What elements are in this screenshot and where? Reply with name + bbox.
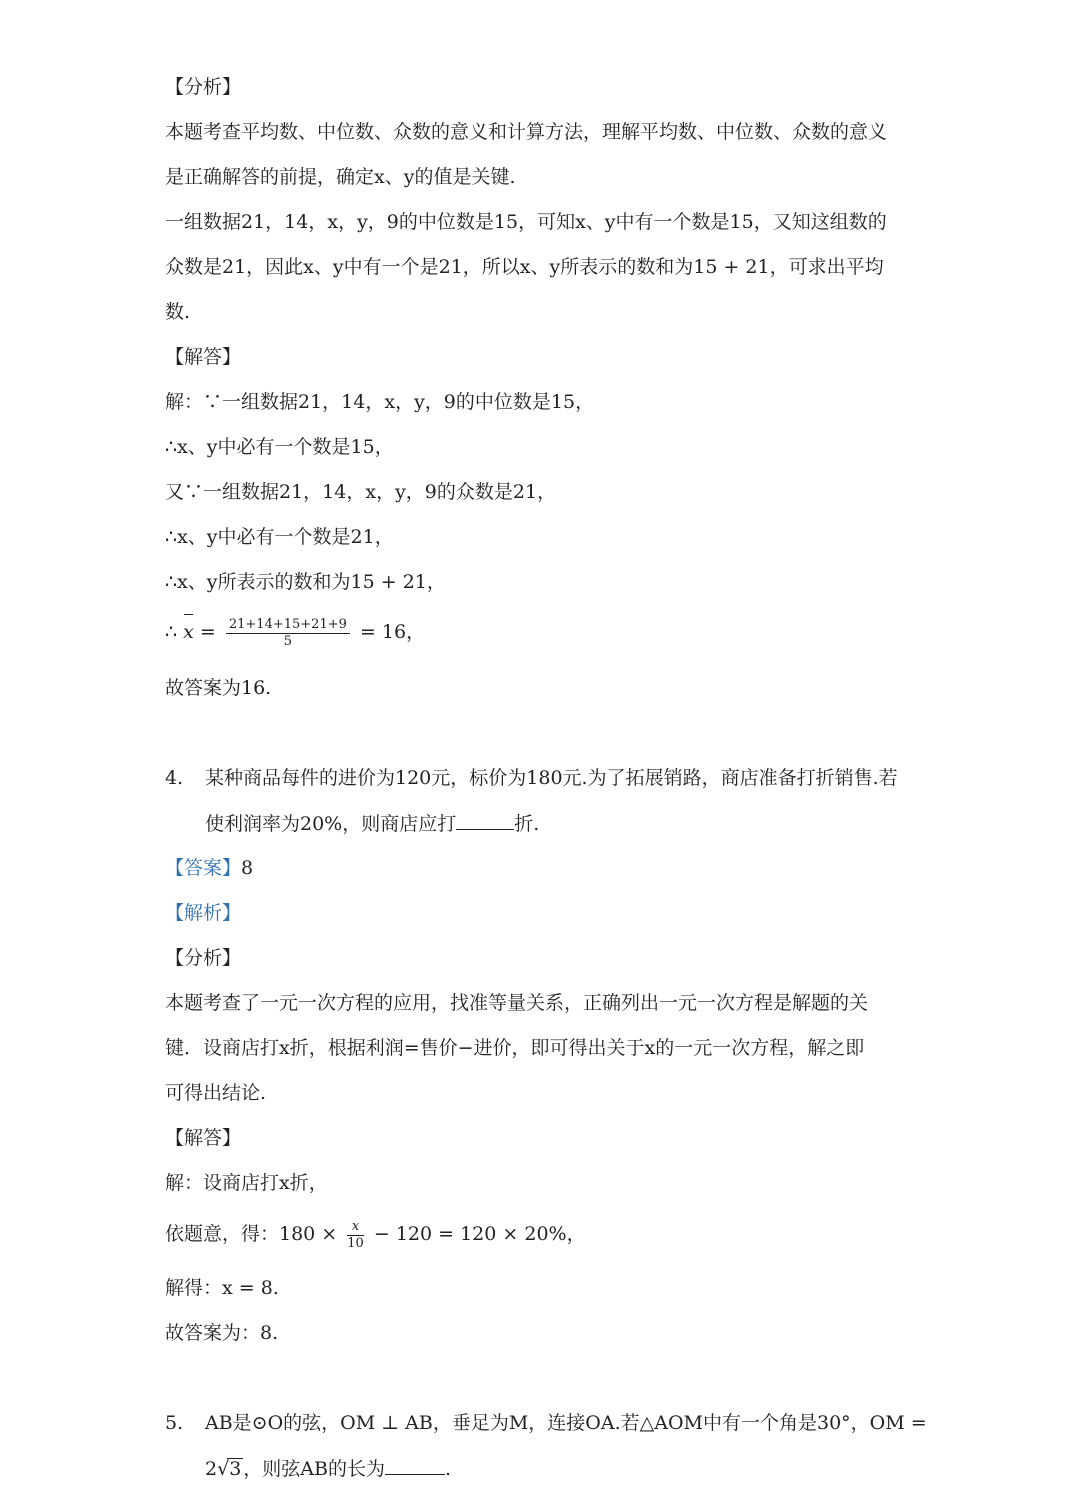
answer-blank (385, 1456, 445, 1475)
analysis-line: 可得出结论. (165, 1082, 267, 1104)
solution-line: 解：设商店打x折， (165, 1172, 328, 1194)
final-answer-line: 故答案为16. (165, 677, 272, 699)
section-heading-analysis: 【分析】 (165, 76, 242, 98)
solution-line: 解：∵一组数据21，14，x，y，9的中位数是15， (165, 391, 595, 413)
equation-line (165, 1214, 586, 1254)
question-stem: AB是⊙O的弦，OM ⊥ AB，垂足为M，连接OA.若△AOM中有一个角是30°，OM = (205, 1412, 927, 1434)
stem-text: . (444, 1458, 452, 1480)
mean-formula (165, 612, 425, 652)
section-heading-solution: 【解答】 (165, 1127, 242, 1149)
stem-text: 折. (514, 813, 540, 835)
equals-sign: = (199, 621, 216, 643)
analysis-line: 数. (165, 301, 191, 323)
analysis-line: 是正确解答的前提，确定x、y的值是关键. (165, 166, 516, 188)
analysis-line: 键．设商店打x折，根据利润=售价−进价，即可得出关于x的一元一次方程，解之即 (165, 1037, 865, 1059)
stem-text: ，则弦AB的长为 (243, 1458, 385, 1480)
coefficient: 2 (205, 1458, 218, 1480)
question-stem-cont (205, 811, 539, 836)
stem-text: 使利润率为20%，则商店应打 (205, 813, 457, 835)
sqrt-icon: √ (217, 1458, 230, 1480)
solution-line: ∴x、y中必有一个数是21， (165, 526, 394, 548)
question-number: 4. (165, 767, 184, 789)
analysis-line: 一组数据21，14，x，y，9的中位数是15，可知x、y中有一个数是15，又知这组数的 (165, 211, 887, 233)
fraction-denominator: 10 (347, 1235, 364, 1251)
final-answer-line: 故答案为：8. (165, 1322, 279, 1344)
equation-left: 依题意，得：180 × (165, 1223, 338, 1245)
equation-right: − 120 = 120 × 20%， (373, 1223, 586, 1245)
section-heading-analysis: 【分析】 (165, 947, 242, 969)
analysis-line: 本题考查了一元一次方程的应用，找准等量关系，正确列出一元一次方程是解题的关 (165, 992, 869, 1014)
question-stem: 某种商品每件的进价为120元，标价为180元.为了拓展销路，商店准备打折销售.若 (205, 767, 898, 789)
analysis-line: 众数是21，因此x、y中有一个是21，所以x、y所表示的数和为15 + 21，可求出平均 (165, 256, 884, 278)
explanation-label: 【解析】 (165, 902, 242, 924)
solution-line: 又∵一组数据21，14，x，y，9的众数是21， (165, 481, 557, 503)
equation-fraction (347, 1219, 364, 1252)
solve-line: 解得：x = 8. (165, 1277, 279, 1299)
solution-line: ∴x、y所表示的数和为15 + 21， (165, 571, 446, 593)
solution-line: ∴x、y中必有一个数是15， (165, 436, 394, 458)
therefore-symbol: ∴ (165, 621, 178, 643)
fraction-denominator: 5 (283, 633, 293, 649)
fraction-numerator: 21+14+15+21+9 (226, 617, 350, 634)
analysis-line: 本题考查平均数、中位数、众数的意义和计算方法，理解平均数、中位数、众数的意义 (165, 121, 888, 143)
mean-fraction (226, 617, 350, 650)
section-heading-solution: 【解答】 (165, 346, 242, 368)
fraction-numerator: x (347, 1219, 364, 1236)
answer-row (165, 856, 253, 880)
answer-blank (456, 811, 514, 830)
question-number: 5. (165, 1412, 184, 1434)
mean-result: = 16， (359, 621, 426, 643)
answer-label: 【答案】 (165, 857, 242, 879)
question-stem-cont (205, 1456, 451, 1481)
answer-value: 8 (241, 857, 254, 879)
radicand: 3 (229, 1458, 242, 1480)
mean-variable: x (183, 612, 194, 652)
